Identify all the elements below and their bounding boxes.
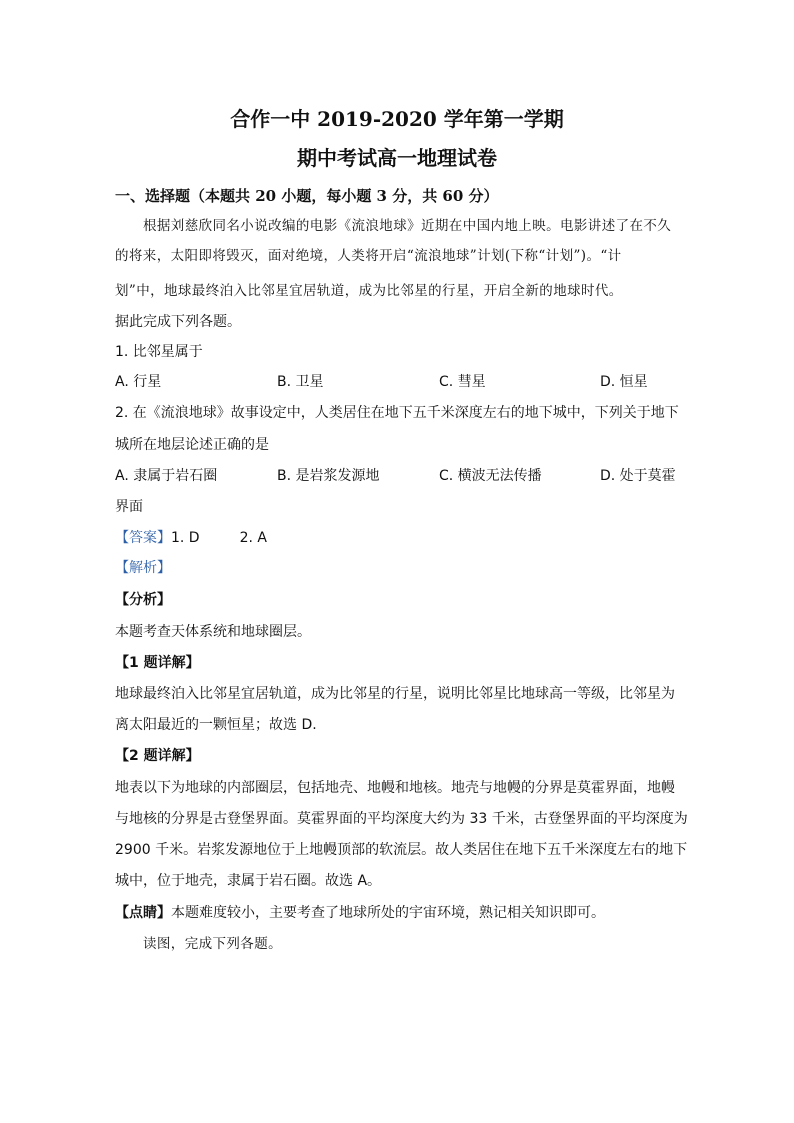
passage-line-2: 的将来，太阳即将毁灭，面对绝境，人类将开启“流浪地球”计划(下称“计划”)。“计 (115, 248, 622, 264)
question-1-option-a: A. 行星 (115, 374, 162, 390)
detail-2-line-4: 城中，位于地壳，隶属于岩石圈。故选 A。 (115, 873, 382, 889)
passage-line-1: 根据刘慈欣同名小说改编的电影《流浪地球》近期在中国内地上映。电影讲述了在不久 (143, 218, 672, 234)
next-instruction: 读图，完成下列各题。 (143, 936, 282, 952)
answer-line (115, 528, 685, 548)
question-1-option-d: D. 恒星 (600, 374, 648, 390)
answer-1: 1. D (171, 530, 200, 546)
exam-title-line1: 合作一中 2019-2020 学年第一学期 (230, 107, 564, 131)
question-2-option-d-continued: 界面 (115, 499, 143, 515)
question-1-stem: 1. 比邻星属于 (115, 344, 203, 360)
passage-line-3: 划”中，地球最终泊入比邻星宜居轨道，成为比邻星的行星，开启全新的地球时代。 (115, 283, 623, 299)
question-2-option-d: D. 处于莫霍 (600, 468, 676, 484)
question-1-option-b: B. 卫星 (277, 374, 324, 390)
answer-2: 2. A (239, 530, 267, 546)
detail-2-line-1: 地表以下为地球的内部圈层，包括地壳、地幔和地核。地壳与地幔的分界是莫霍界面，地幔 (115, 780, 675, 796)
detail-2-line-3: 2900 千米。岩浆发源地位于上地幔顶部的软流层。故人类居住在地下五千米深度左右的地下 (115, 842, 688, 858)
question-2-option-c: C. 横波无法传播 (439, 468, 542, 484)
question-2-option-a: A. 隶属于岩石圈 (115, 468, 218, 484)
question-2-stem-line-2: 城所在地层论述正确的是 (115, 437, 269, 453)
answer-label: 【答案】 (115, 530, 171, 546)
dianjing-text: 本题难度较小，主要考查了地球所处的宇宙环境，熟记相关知识即可。 (171, 905, 605, 921)
section-heading: 一、选择题（本题共 20 小题，每小题 3 分，共 60 分） (115, 187, 499, 205)
dianjing-label: 【点睛】 (115, 905, 171, 921)
detail-1-line-2: 离太阳最近的一颗恒星；故选 D. (115, 717, 317, 733)
exam-title-line2: 期中考试高一地理试卷 (297, 146, 497, 170)
question-2-stem-line-1: 2. 在《流浪地球》故事设定中，人类居住在地下五千米深度左右的地下城中，下列关于地下 (115, 405, 679, 421)
fenxi-text: 本题考查天体系统和地球圈层。 (115, 624, 311, 640)
detail-2-line-2: 与地核的分界是古登堡界面。莫霍界面的平均深度大约为 33 千米，古登堡界面的平均深度为 (115, 811, 688, 827)
detail-1-label: 【1 题详解】 (115, 655, 200, 671)
detail-2-label: 【2 题详解】 (115, 748, 200, 764)
dianjing-line (115, 903, 685, 923)
question-1-option-c: C. 彗星 (439, 374, 486, 390)
passage-instruction: 据此完成下列各题。 (115, 314, 241, 330)
detail-1-line-1: 地球最终泊入比邻星宜居轨道，成为比邻星的行星，说明比邻星比地球高一等级，比邻星为 (115, 686, 675, 702)
fenxi-label: 【分析】 (115, 592, 171, 608)
analysis-label: 【解析】 (115, 560, 171, 576)
question-2-option-b: B. 是岩浆发源地 (277, 468, 380, 484)
